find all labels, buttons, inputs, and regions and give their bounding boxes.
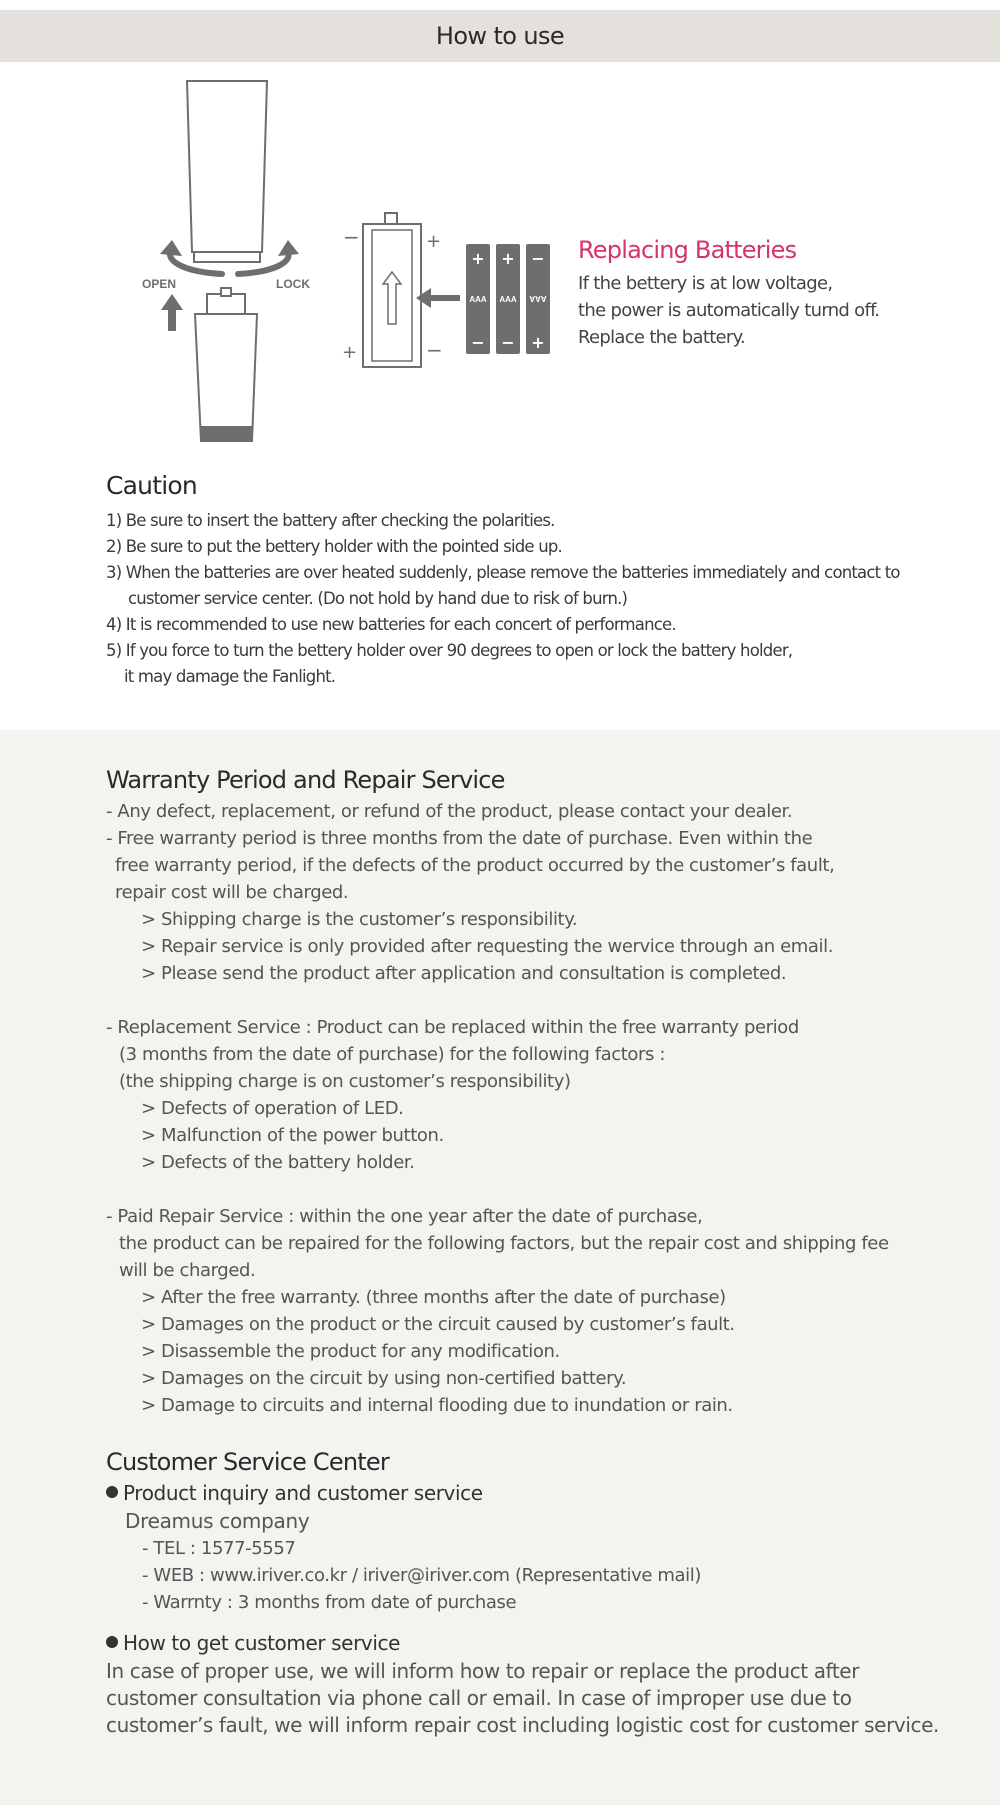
replacing-batteries-line: Replace the battery. [578, 327, 746, 348]
contact-warranty: - Warrnty : 3 months from date of purchase [142, 1592, 517, 1613]
page-title: How to use [435, 22, 565, 50]
bullet-icon [106, 1636, 118, 1648]
warranty-line: free warranty period, if the defects of the product occurred by the customer’s fault, [115, 855, 835, 876]
aaa-batteries-icon [466, 244, 550, 354]
replacing-batteries-info [578, 236, 978, 351]
svg-text:−: − [501, 333, 515, 352]
replacement-subpoint: > Defects of the battery holder. [141, 1152, 415, 1173]
service-panel [0, 730, 1000, 1805]
company-name: Dreamus company [125, 1509, 310, 1533]
svg-text:+: + [501, 249, 515, 268]
open-label: OPEN [142, 277, 177, 291]
caution-item: 4) It is recommended to use new batteries for each concert of performance. [106, 615, 676, 634]
howto-heading-text: How to get customer service [123, 1631, 401, 1655]
contact-tel: - TEL : 1577-5557 [142, 1538, 296, 1559]
caution-title: Caution [106, 471, 197, 500]
caution-section [106, 471, 986, 690]
replacement-subpoint: > Defects of operation of LED. [141, 1098, 404, 1119]
svg-text:+: + [471, 249, 485, 268]
warranty-line: repair cost will be charged. [115, 882, 349, 903]
replacement-subpoint: > Malfunction of the power button. [141, 1125, 444, 1146]
customer-service-section [106, 1448, 986, 1739]
svg-text:AAA: AAA [499, 295, 517, 304]
svg-text:+: + [531, 333, 545, 352]
caution-item-continuation: it may damage the Fanlight. [124, 667, 336, 686]
svg-text:+: + [342, 342, 358, 363]
paid-repair-line: the product can be repaired for the following factors, but the repair cost and shipping fee [119, 1233, 889, 1254]
howto-heading [106, 1628, 986, 1658]
svg-text:−: − [426, 338, 443, 362]
bullet-icon [106, 1486, 118, 1498]
inquiry-heading-text: Product inquiry and customer service [123, 1481, 483, 1505]
caution-item: 3) When the batteries are over heated suddenly, please remove the batteries immediately and contact to [106, 563, 900, 582]
paid-repair-line: will be charged. [119, 1260, 256, 1281]
how-to-use-header [0, 10, 1000, 62]
svg-text:AAA: AAA [529, 294, 547, 303]
paid-repair-subpoint: > Damages on the circuit by using non-certified battery. [141, 1368, 627, 1389]
tube-bottom-icon [195, 288, 257, 441]
svg-text:AAA: AAA [469, 295, 487, 304]
paid-repair-subpoint: > Disassemble the product for any modification. [141, 1341, 560, 1362]
warranty-subpoint: > Shipping charge is the customer’s responsibility. [141, 909, 578, 930]
battery-holder-icon [363, 213, 421, 367]
replacing-batteries-title: Replacing Batteries [578, 236, 797, 264]
replacement-line: (the shipping charge is on customer’s responsibility) [119, 1071, 571, 1092]
warranty-line: - Free warranty period is three months from the date of purchase. Even within the [106, 828, 813, 849]
paid-repair-subpoint: > After the free warranty. (three months after the date of purchase) [141, 1287, 726, 1308]
svg-text:−: − [531, 249, 545, 268]
warranty-line: - Any defect, replacement, or refund of the product, please contact your dealer. [106, 801, 793, 822]
tube-top-icon [187, 81, 267, 262]
up-arrow-icon [161, 294, 183, 331]
customer-service-title: Customer Service Center [106, 1448, 389, 1476]
howto-body-line: customer consultation via phone call or email. In case of improper use due to [106, 1686, 852, 1710]
replacing-batteries-line: If the bettery is at low voltage, [578, 273, 833, 294]
paid-repair-line: - Paid Repair Service : within the one year after the date of purchase, [106, 1206, 703, 1227]
caution-item-continuation: customer service center. (Do not hold by hand due to risk of burn.) [128, 589, 628, 608]
caution-item: 1) Be sure to insert the battery after checking the polarities. [106, 511, 555, 530]
svg-text:+: + [426, 231, 442, 252]
left-arrow-icon [416, 288, 460, 308]
contact-web: - WEB : www.iriver.co.kr / iriver@iriver.com (Representative mail) [142, 1565, 701, 1586]
paid-repair-subpoint: > Damage to circuits and internal flooding due to inundation or rain. [141, 1395, 733, 1416]
paid-repair-subpoint: > Damages on the product or the circuit caused by customer’s fault. [141, 1314, 735, 1335]
warranty-subpoint: > Repair service is only provided after requesting the wervice through an email. [141, 936, 834, 957]
svg-text:−: − [343, 225, 360, 249]
inquiry-heading [106, 1478, 986, 1508]
warranty-title: Warranty Period and Repair Service [106, 766, 505, 794]
svg-text:−: − [471, 333, 485, 352]
warranty-subpoint: > Please send the product after application and consultation is completed. [141, 963, 787, 984]
replacement-line: - Replacement Service : Product can be replaced within the free warranty period [106, 1017, 799, 1038]
howto-body-line: In case of proper use, we will inform how to repair or replace the product after [106, 1659, 860, 1683]
caution-item: 2) Be sure to put the bettery holder with the pointed side up. [106, 537, 562, 556]
warranty-section [106, 766, 986, 1419]
replacement-line: (3 months from the date of purchase) for the following factors : [119, 1044, 666, 1065]
howto-body-line: customer’s fault, we will inform repair cost including logistic cost for customer service. [106, 1713, 939, 1737]
replacing-batteries-line: the power is automatically turnd off. [578, 300, 880, 321]
lock-label: LOCK [276, 277, 310, 291]
caution-item: 5) If you force to turn the bettery holder over 90 degrees to open or lock the battery holder, [106, 641, 793, 660]
